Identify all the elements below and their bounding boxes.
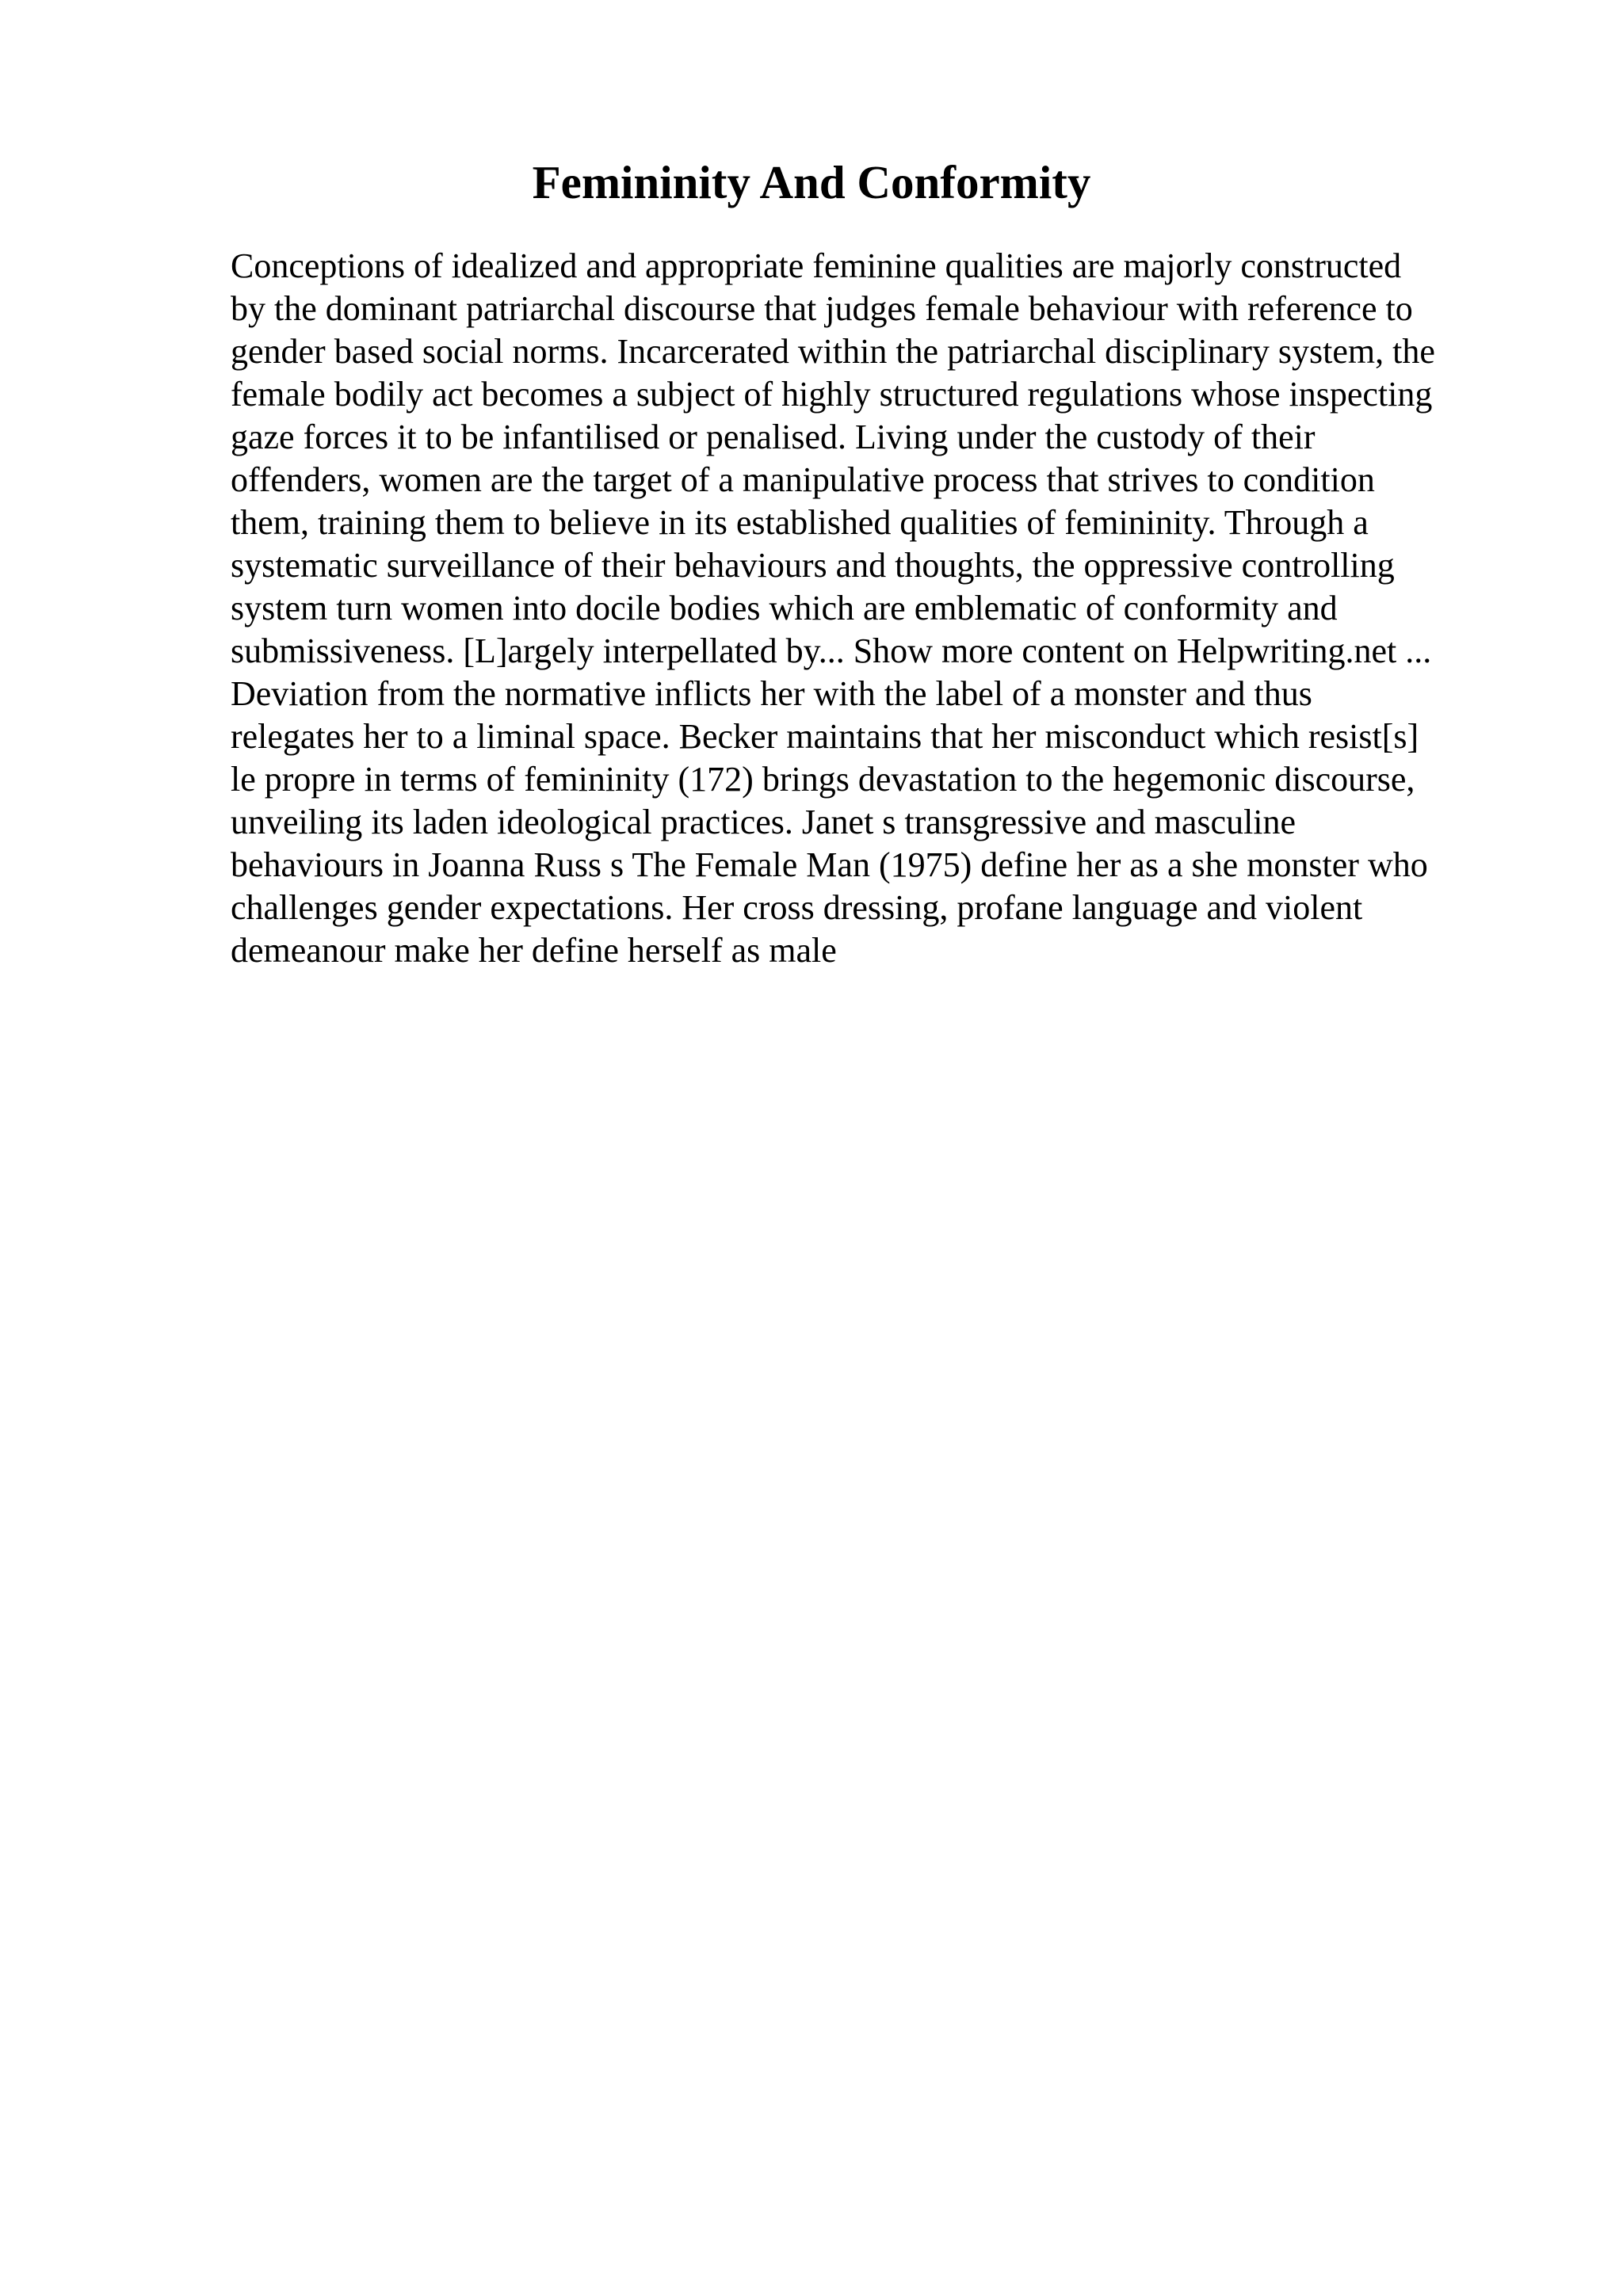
body-line: relegates her to a liminal space. Becker maintains that her misconduct which resist[s] xyxy=(231,717,1419,756)
body-line: Conceptions of idealized and appropriate feminine qualities are majorly constructed xyxy=(231,246,1402,285)
body-line: le propre in terms of femininity (172) brings devastation to the hegemonic discourse, xyxy=(231,760,1415,799)
document-body xyxy=(231,245,1594,972)
body-line: challenges gender expectations. Her cross dressing, profane language and violent xyxy=(231,888,1363,927)
body-line: systematic surveillance of their behaviours and thoughts, the oppressive controlling xyxy=(231,546,1395,585)
body-line: offenders, women are the target of a manipulative process that strives to condition xyxy=(231,460,1375,499)
body-line: system turn women into docile bodies which are emblematic of conformity and xyxy=(231,589,1338,627)
body-line: by the dominant patriarchal discourse that judges female behaviour with reference to xyxy=(231,289,1413,328)
body-line: unveiling its laden ideological practices. Janet s transgressive and masculine xyxy=(231,803,1296,841)
body-line: gender based social norms. Incarcerated within the patriarchal disciplinary system, the xyxy=(231,332,1435,371)
body-line: behaviours in Joanna Russ s The Female Man (1975) define her as a she monster who xyxy=(231,845,1428,884)
body-line: female bodily act becomes a subject of highly structured regulations whose inspecting xyxy=(231,375,1433,414)
body-line: gaze forces it to be infantilised or penalised. Living under the custody of their xyxy=(231,418,1316,456)
body-line: demeanour make her define herself as male xyxy=(231,931,837,970)
body-line: Deviation from the normative inflicts her with the label of a monster and thus xyxy=(231,674,1312,713)
body-line: them, training them to believe in its established qualities of femininity. Through a xyxy=(231,503,1369,542)
document-title: Femininity And Conformity xyxy=(532,156,1091,208)
body-line: submissiveness. [L]argely interpellated by... Show more content on Helpwriting.net ... xyxy=(231,631,1432,670)
